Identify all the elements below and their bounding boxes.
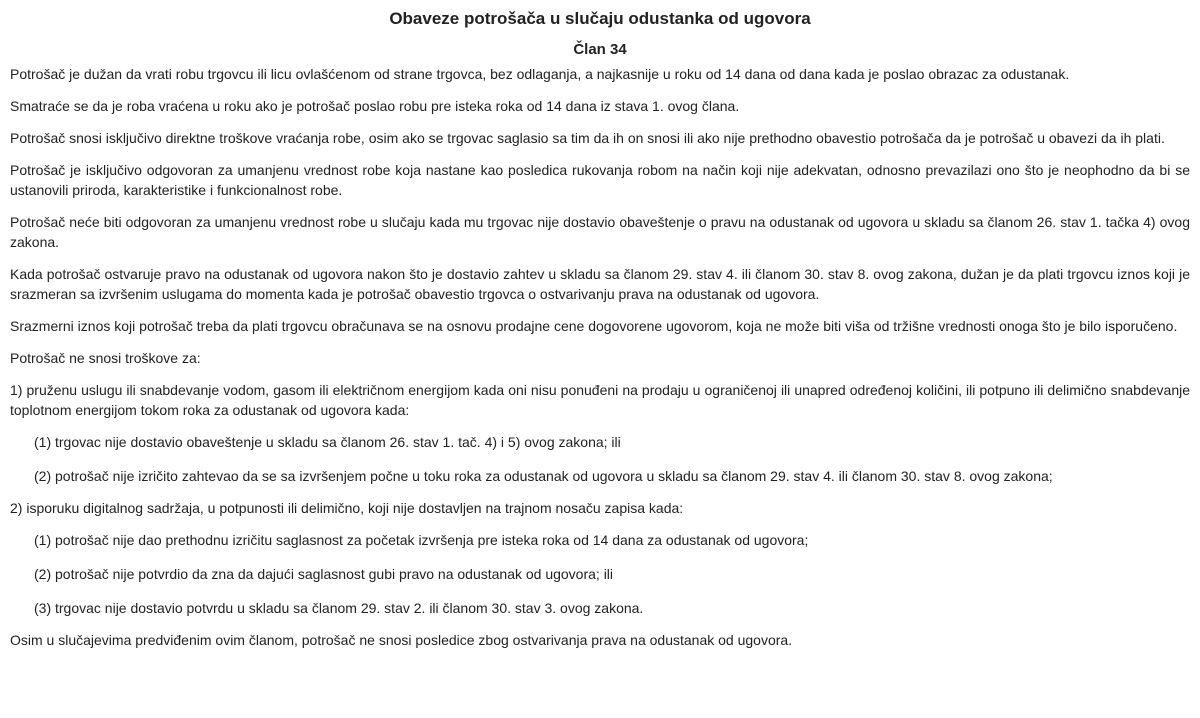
list-item-2-sub-1: (1) potrošač nije dao prethodnu izričitu saglasnost za početak izvršenja pre isteka roka od 14 dana za odustanak od ugovora; — [34, 532, 809, 548]
paragraph-4: Potrošač je isključivo odgovoran za umanjenu vrednost robe koja nastane kao posledica rukovanja robom na način koji nije adekvatan, odnosno prevazilazi ono što je neophodno da bi se ustanovili priroda, karakteristike i funkcionalnost robe. — [10, 162, 1190, 198]
paragraph-8: Potrošač ne snosi troškove za: — [10, 350, 201, 366]
paragraph-2: Smatraće se da je roba vraćena u roku ako je potrošač poslao robu pre isteka roka od 14 dana iz stava 1. ovog člana. — [10, 98, 740, 114]
list-item-1-sub-1: (1) trgovac nije dostavio obaveštenje u skladu sa članom 26. stav 1. tač. 4) i 5) ovog zakona; ili — [34, 434, 621, 450]
paragraph-3: Potrošač snosi isključivo direktne troškove vraćanja robe, osim ako se trgovac saglasio sa tim da ih on snosi ili ako nije prethodno obavestio potrošača da je potrošač u obavezi da ih plati. — [10, 130, 1165, 146]
paragraph-5: Potrošač neće biti odgovoran za umanjenu vrednost robe u slučaju kada mu trgovac nije dostavio obaveštenje o pravu na odustanak od ugovora u skladu sa članom 26. stav 1. tačka 4) ovog zakona. — [10, 214, 1190, 250]
paragraph-6: Kada potrošač ostvaruje pravo na odustanak od ugovora nakon što je dostavio zahtev u skladu sa članom 29. stav 4. ili članom 30. stav 8. ovog zakona, dužan je da plati trgovcu iznos koji je srazmeran sa izvršenim uslugama do momenta kada je potrošač obavestio trgovca o ostvarivanju prava na odustanak od ugovora. — [10, 266, 1190, 302]
list-item-1-sub-2: (2) potrošač nije izričito zahtevao da se sa izvršenjem počne u toku roka za odustanak od ugovora u skladu sa članom 29. stav 4. ili članom 30. stav 8. ovog zakona; — [34, 468, 1053, 484]
list-item-2-sub-3: (3) trgovac nije dostavio potvrdu u skladu sa članom 29. stav 2. ili članom 30. stav 3. ovog zakona. — [34, 600, 644, 616]
document-title: Obaveze potrošača u slučaju odustanka od ugovora — [389, 9, 811, 28]
paragraph-1: Potrošač je dužan da vrati robu trgovcu ili licu ovlašćenom od strane trgovca, bez odlaganja, a najkasnije u roku od 14 dana od dana kada je poslao obrazac za odustanak. — [10, 66, 1070, 82]
closing-paragraph: Osim u slučajevima predviđenim ovim članom, potrošač ne snosi posledice zbog ostvarivanja prava na odustanak od ugovora. — [10, 632, 793, 648]
paragraph-7: Srazmerni iznos koji potrošač treba da plati trgovcu obračunava se na osnovu prodajne cene dogovorene ugovorom, koja ne može biti viša od tržišne vrednosti onoga što je bilo isporučeno. — [10, 318, 1178, 334]
document-body — [0, 9, 1200, 650]
list-item-1: 1) pruženu uslugu ili snabdevanje vodom, gasom ili električnom energijom kada oni nisu ponuđeni na prodaju u ograničenoj ili unapred određenoj količini, ili potpuno ili delimično snabdevanje toplotnom energijom tokom roka za odustanak od ugovora kada: — [10, 382, 1190, 418]
list-item-2-sub-2: (2) potrošač nije potvrdio da zna da dajući saglasnost gubi pravo na odustanak od ugovora; ili — [34, 566, 614, 582]
list-item-2: 2) isporuku digitalnog sadržaja, u potpunosti ili delimično, koji nije dostavljen na trajnom nosaču zapisa kada: — [10, 500, 684, 516]
article-heading: Član 34 — [573, 41, 627, 58]
